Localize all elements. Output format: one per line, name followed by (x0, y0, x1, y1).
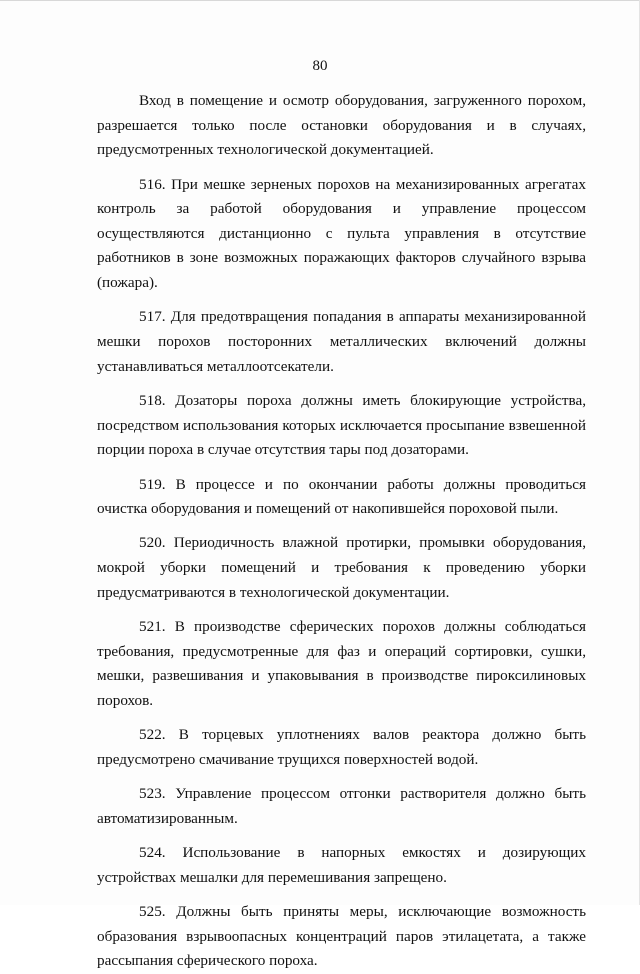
paragraph-524: 524. Использование в напорных емкостях и дозирующих устройствах мешалки для перемешивания запрещено. (97, 844, 586, 886)
paragraph-519: 519. В процессе и по окончании работы должны проводиться очистка оборудования и помещений от накопившейся пороховой пыли. (97, 475, 586, 518)
paragraph-517: 517. Для предотвращения попадания в аппараты механизированной мешки порохов посторонних металлических включений должны устанавливаться металлоотсекатели. (97, 308, 586, 375)
paragraph-521: 521. В производстве сферических порохов должны соблюдаться требования, предусмотренные для фаз и операций сортировки, сушки, мешки, развешивания и упаковывания в производстве пироксилиновых порохов. (97, 618, 586, 709)
paragraph-525: 525. Должны быть приняты меры, исключающие возможность образования взрывоопасных концентраций паров этилацетата, а также рассыпания сферического пороха. (97, 903, 586, 970)
page-top-edge (0, 0, 640, 1)
paragraph-520: 520. Периодичность влажной протирки, промывки оборудования, мокрой уборки помещений и требования к проведению уборки предусматриваются в технологической документации. (97, 534, 586, 601)
page-number: 80 (312, 58, 328, 74)
paragraph-516: 516. При мешке зерненых порохов на механизированных агрегатах контроль за работой оборудования и управление процессом осуществляются дистанционно с пульта управления в отсутствие работников в зоне возможных поражающих факторов случайного взрыва (пожара). (97, 175, 586, 291)
paragraph-523: 523. Управление процессом отгонки растворителя должно быть автоматизированным. (97, 785, 586, 827)
body-text (97, 89, 586, 974)
paragraph-518: 518. Дозаторы пороха должны иметь блокирующие устройства, посредством использования которых исключается просыпание взвешенной порции пороха в случае отсутствия тары под дозаторами. (97, 391, 586, 459)
paragraph-522: 522. В торцевых уплотнениях валов реактора должно быть предусмотрено смачивание трущихся поверхностей водой. (97, 726, 586, 768)
paragraph-entry-rule: Вход в помещение и осмотр оборудования, загруженного порохом, разрешается только после остановки оборудования и в случаях, предусмотренных технологической документацией. (97, 92, 586, 159)
